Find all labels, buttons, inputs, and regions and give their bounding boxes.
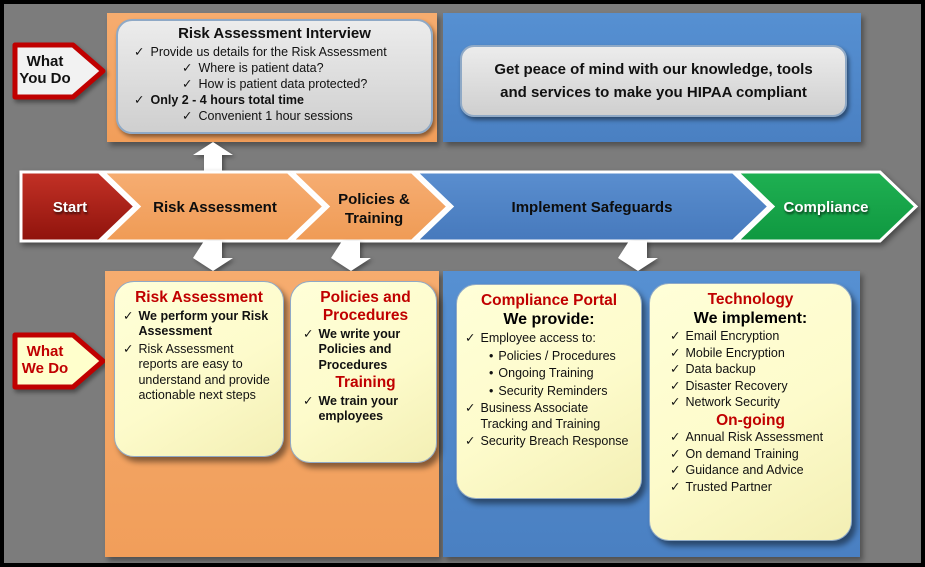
portal-subitem <box>465 366 633 382</box>
technology-item-text: Mobile Encryption <box>685 345 785 360</box>
policies-box-item-text: We train your employees <box>318 393 399 424</box>
check-icon: ✓ <box>123 308 134 323</box>
portal-item-text: Business Associate Tracking and Training <box>480 401 601 431</box>
technology-item-text: Email Encryption <box>685 329 780 343</box>
interview-item-text: Provide us details for the Risk Assessment <box>150 45 387 59</box>
ongoing-item-text: Guidance and Advice <box>685 463 804 478</box>
check-icon: ✓ <box>670 430 681 445</box>
check-icon: ✓ <box>303 326 314 341</box>
interview-item-text: Only 2 - 4 hours total time <box>150 93 304 107</box>
portal-item-text: Security Breach Response <box>480 434 629 448</box>
technology-item <box>658 362 843 378</box>
portal-item-text: Employee access to: <box>480 331 596 345</box>
step-compliance-label: Compliance <box>783 199 869 216</box>
down-arrow <box>193 241 233 271</box>
ongoing-item <box>658 480 843 496</box>
portal-item <box>465 401 633 432</box>
policies-procedures-box <box>290 281 437 463</box>
compliance-portal-box <box>456 284 642 499</box>
portal-item <box>465 434 633 450</box>
policies-box-item-text: We write your Policies and Procedures <box>318 326 401 372</box>
ongoing-item-text: Annual Risk Assessment <box>685 430 824 445</box>
portal-subitem-text: Security Reminders <box>498 383 608 398</box>
check-icon: ✓ <box>134 93 145 107</box>
check-icon: ✓ <box>465 331 476 345</box>
portal-subitem <box>465 384 633 400</box>
portal-title: Compliance Portal <box>480 292 618 309</box>
technology-item-text: Network Security <box>685 395 780 409</box>
portal-subitem <box>465 349 633 365</box>
check-icon: ✓ <box>465 434 476 448</box>
what-we-do-label <box>12 332 78 390</box>
technology-item <box>658 346 843 362</box>
interview-item <box>122 108 427 124</box>
step-start-label: Start <box>52 199 88 216</box>
check-icon: ✓ <box>182 61 193 75</box>
step-policies-label-line1: Policies & <box>338 191 410 208</box>
ongoing-item <box>658 430 843 446</box>
ongoing-title: On-going <box>716 411 785 429</box>
label-line: What <box>26 53 64 71</box>
check-icon: ✓ <box>670 446 681 461</box>
technology-title: Technology <box>707 291 794 308</box>
interview-item <box>122 92 427 108</box>
technology-item <box>658 395 843 411</box>
risk-assessment-box <box>114 281 284 457</box>
policies-box-title: Policies and Procedures <box>320 289 411 324</box>
interview-item-text: Convenient 1 hour sessions <box>198 109 353 123</box>
ongoing-item-text: On demand Training <box>685 446 799 461</box>
step-implement-safeguards-label: Implement Safeguards <box>511 199 673 216</box>
check-icon: ✓ <box>670 479 681 494</box>
check-icon: ✓ <box>182 109 193 123</box>
interview-title: Risk Assessment Interview <box>178 25 371 42</box>
check-icon: ✓ <box>123 341 134 356</box>
check-icon: ✓ <box>670 329 681 343</box>
portal-subtitle: We provide: <box>503 310 595 328</box>
technology-box <box>649 283 852 541</box>
technology-subtitle: We implement: <box>693 309 808 327</box>
portal-subitem-text: Ongoing Training <box>498 366 594 380</box>
check-icon: ✓ <box>670 463 681 478</box>
label-line: What <box>26 343 64 361</box>
label-line: You Do <box>19 70 71 87</box>
technology-item-text: Disaster Recovery <box>685 378 788 393</box>
check-icon: ✓ <box>670 378 681 393</box>
step-risk-assessment-label: Risk Assessment <box>153 199 277 216</box>
promise-box <box>460 45 847 117</box>
risk-assessment-interview-box <box>116 19 433 134</box>
bullet-icon: • <box>489 348 494 363</box>
training-title: Training <box>335 374 396 392</box>
check-icon: ✓ <box>465 401 476 415</box>
what-you-do-tag <box>12 42 106 100</box>
check-icon: ✓ <box>670 395 681 409</box>
technology-item-text: Data backup <box>685 362 756 376</box>
bullet-icon: • <box>489 366 494 380</box>
what-we-do-tag <box>12 332 106 390</box>
interview-item <box>122 76 427 92</box>
ongoing-item-text: Trusted Partner <box>685 479 772 494</box>
portal-subitem-text: Policies / Procedures <box>498 348 616 363</box>
check-icon: ✓ <box>303 393 314 408</box>
portal-item <box>465 331 633 347</box>
technology-item <box>658 379 843 395</box>
check-icon: ✓ <box>670 345 681 360</box>
risk-box-item-text: We perform your Risk Assessment <box>138 308 269 339</box>
step-policies-label-line2: Training <box>344 210 404 227</box>
label-line: We Do <box>21 360 69 377</box>
risk-box-item <box>123 342 275 404</box>
check-icon: ✓ <box>134 45 145 59</box>
down-arrow <box>331 241 371 271</box>
what-you-do-label <box>12 42 78 100</box>
risk-box-item <box>123 309 275 340</box>
down-arrow <box>618 241 658 271</box>
interview-item-text: How is patient data protected? <box>198 77 368 91</box>
check-icon: ✓ <box>182 77 193 91</box>
technology-item <box>658 329 843 345</box>
interview-item-text: Where is patient data? <box>198 61 324 75</box>
risk-box-item-text: Risk Assessment reports are easy to understand and provide actionable next steps <box>138 341 270 403</box>
check-icon: ✓ <box>670 362 681 376</box>
bullet-icon: • <box>489 383 494 398</box>
risk-box-title: Risk Assessment <box>135 289 263 306</box>
interview-item <box>122 60 427 76</box>
policies-box-item <box>303 394 428 425</box>
process-flow-band <box>4 168 925 248</box>
ongoing-item <box>658 447 843 463</box>
promise-text: Get peace of mind with our knowledge, tools and services to make you HIPAA compliant <box>494 60 813 101</box>
interview-item <box>122 44 427 60</box>
policies-box-item <box>303 327 428 374</box>
ongoing-item <box>658 463 843 479</box>
